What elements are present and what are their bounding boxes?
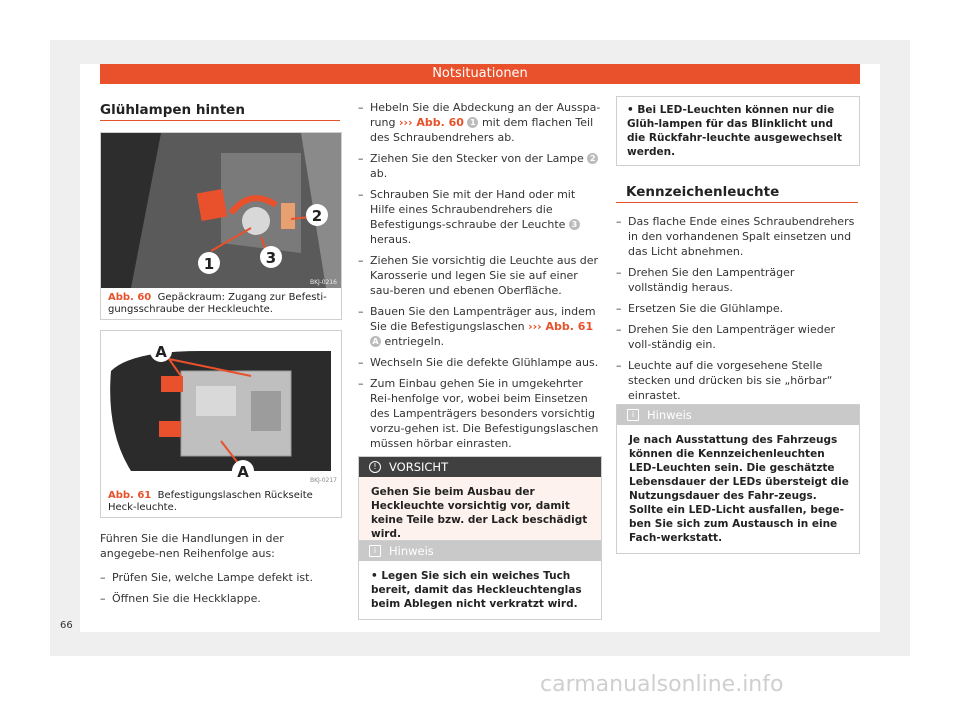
figure-61-callout-a-top: A xyxy=(155,343,167,361)
figure-61-label: Abb. 61 xyxy=(108,490,152,501)
led-info-box xyxy=(616,96,860,166)
list-item: – Drehen Sie den Lampenträger vollständig heraus. xyxy=(616,265,858,295)
note-box-1 xyxy=(358,540,602,620)
list-item: – Leuchte auf die vorgesehene Stelle stecken und drücken bis sie „hörbar“ einrastet. xyxy=(616,358,858,403)
list-item: – Wechseln Sie die defekte Glühlampe aus. xyxy=(358,355,602,370)
list-item xyxy=(358,151,602,181)
callout-badge: 3 xyxy=(569,219,580,230)
watermark: carmanualsonline.info xyxy=(540,672,784,697)
step-text: Schrauben Sie mit der Hand oder mit Hilfe eines Schraubendrehers die Befestigungs-schraube der Leuchte xyxy=(370,188,576,231)
caution-body: Gehen Sie beim Ausbau der Heckleuchte vorsichtig vor, damit keine Teile bzw. der Lack beschädigt wird. xyxy=(359,477,601,549)
figure-60-callout-2: 2 xyxy=(311,207,323,225)
step-text: Bauen Sie den Lampenträger aus, indem Sie die Befestigungslaschen xyxy=(370,305,596,333)
section-title-rear-bulbs: Glühlampen hinten xyxy=(100,102,245,118)
list-item: – Prüfen Sie, welche Lampe defekt ist. xyxy=(100,570,340,585)
list-item: – Drehen Sie den Lampenträger wieder voll-ständig ein. xyxy=(616,322,858,352)
figure-61-caption-text: Befestigungslaschen Rückseite Heck-leuchte. xyxy=(108,490,313,513)
list-item: – Zum Einbau gehen Sie in umgekehrter Rei-henfolge vor, wobei beim Einsetzen des Lampenträgers besonders vorsichtig vorzu-gehen ist. Die Befestigungslaschen müssen hörbar einrasten. xyxy=(358,376,602,451)
step-text: heraus. xyxy=(370,233,412,246)
figure-61-callout-a-bottom: A xyxy=(237,463,249,481)
info-icon: i xyxy=(627,409,639,421)
list-item: – Öffnen Sie die Heckklappe. xyxy=(100,591,340,606)
list-item: – Ziehen Sie vorsichtig die Leuchte aus der Karosserie und legen Sie sie auf einer sau-beren und ebenen Oberfläche. xyxy=(358,253,602,298)
section-title-rule xyxy=(100,120,340,121)
list-item xyxy=(358,304,602,349)
step-text: Ziehen Sie den Stecker von der Lampe xyxy=(370,152,584,165)
intro-paragraph: Führen Sie die Handlungen in der angegebe-nen Reihenfolge aus: xyxy=(100,532,284,560)
note-header xyxy=(359,541,601,561)
caution-title: VORSICHT xyxy=(389,460,449,474)
note-body: • Legen Sie sich ein weiches Tuch bereit, damit das Heckleuchtenglas beim Ablegen nicht verkratzt wird. xyxy=(371,570,582,610)
note-body: Je nach Ausstattung des Fahrzeugs können die Kennzeichenleuchten LED-Leuchten sein. Die geschätzte Lebensdauer der LEDs übersteigt die Nutzungsdauer des Fahr-zeugs. Sollte ein LED-Licht ausfallen, bege-ben Sie sich zum Austausch in eine Fach-werkstatt. xyxy=(629,434,849,544)
caution-box xyxy=(358,456,602,550)
section-title-rule xyxy=(616,202,858,203)
section-title-plate-light: Kennzeichenleuchte xyxy=(626,184,780,200)
column3-steps xyxy=(616,214,858,409)
figure-60-label: Abb. 60 xyxy=(108,292,152,303)
step-text: Hebeln Sie die Abdeckung an der Ausspa-rung xyxy=(370,101,601,129)
caution-header xyxy=(359,457,601,477)
list-item: – Das flache Ende eines Schraubendrehers in den vorhandenen Spalt einsetzen und das Licht abnehmen. xyxy=(616,214,858,259)
column1-steps xyxy=(100,570,340,612)
figure-61-code: BKJ-0217 xyxy=(309,477,337,484)
step-text: entriegeln. xyxy=(384,335,445,348)
figure-ref-link[interactable]: ››› Abb. 60 xyxy=(398,116,464,129)
led-info-body: • Bei LED-Leuchten können nur die Glüh-lampen für das Blinklicht und die Rückfahr-leuchte ausgewechselt werden. xyxy=(627,104,842,158)
list-item xyxy=(358,187,602,247)
callout-badge: 2 xyxy=(587,153,598,164)
step-text: ab. xyxy=(370,167,388,180)
figure-60-caption-text: Gepäckraum: Zugang zur Befesti-gungsschraube der Heckleuchte. xyxy=(108,292,327,315)
page-number: 66 xyxy=(60,620,73,631)
note-title: Hinweis xyxy=(389,544,434,558)
warning-icon: ! xyxy=(369,461,381,473)
column2-steps xyxy=(358,100,602,457)
info-icon: i xyxy=(369,545,381,557)
figure-60-callout-3: 3 xyxy=(265,249,277,267)
step-text: mit dem flachen Teil des Schraubendrehers ab. xyxy=(370,116,594,144)
figure-60-callout-1: 1 xyxy=(203,255,215,273)
figure-60-caption xyxy=(108,292,334,316)
figure-ref-link[interactable]: ››› Abb. 61 xyxy=(528,320,594,333)
callout-badge: A xyxy=(370,336,381,347)
figure-60-code: BKJ-0216 xyxy=(309,279,337,286)
note-header xyxy=(617,405,859,425)
note-title: Hinweis xyxy=(647,408,692,422)
chapter-header: Notsituationen xyxy=(100,64,860,84)
list-item xyxy=(358,100,602,145)
figure-61-caption xyxy=(108,490,334,514)
list-item: – Ersetzen Sie die Glühlampe. xyxy=(616,301,858,316)
note-box-2 xyxy=(616,404,860,554)
callout-badge: 1 xyxy=(467,117,478,128)
